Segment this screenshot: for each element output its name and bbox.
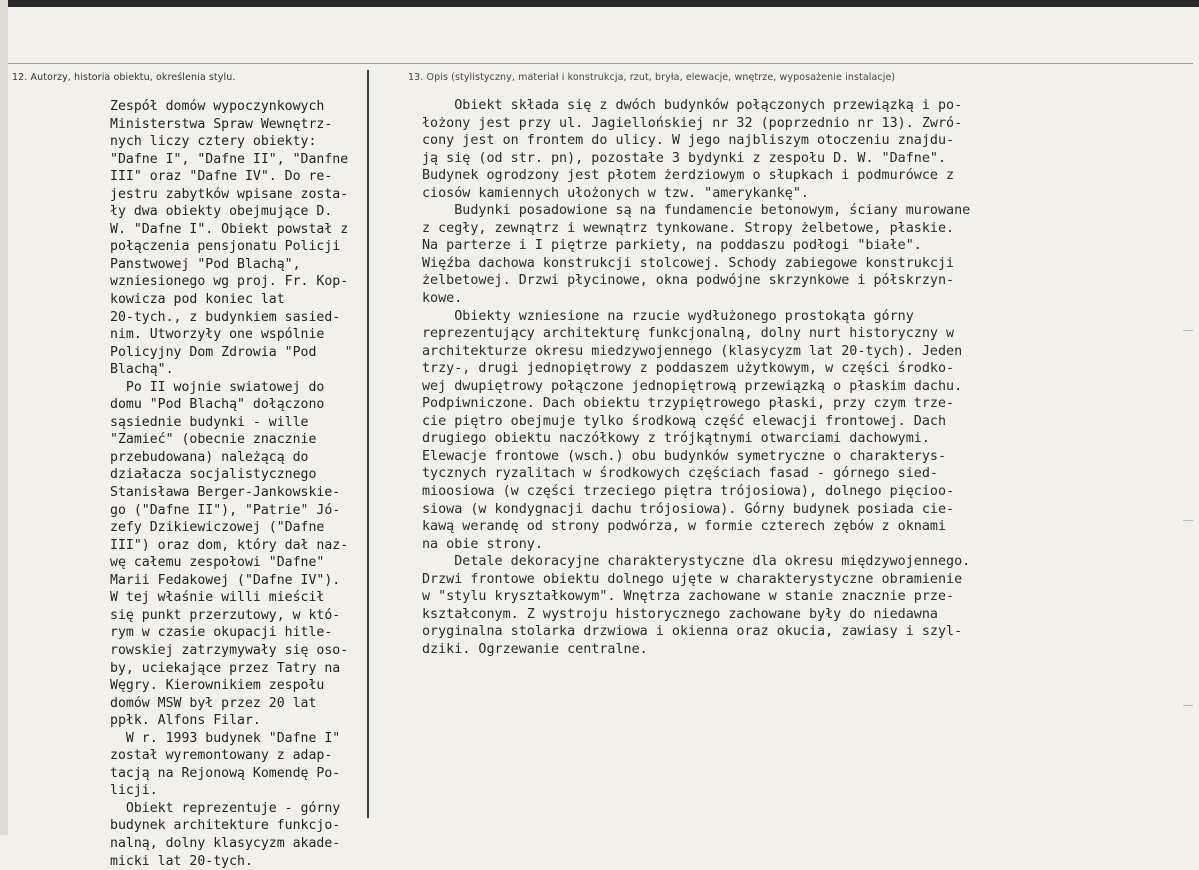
description-column [422, 97, 1102, 659]
description-paragraph-2: Budynki posadowione są na fundamencie betonowym, ściany murowane z cegły, zewnątrz i wewnątrz tynkowane. Stropy żelbetowe, płaskie. Na parterze i I piętrze parkiety, na poddaszu podłogi "białe". Więźba dachowa konstrukcji stolcowej. Schody zabiegowe konstrukcji żelbetowej. Drzwi płycinowe, okna podwójne skrzynkowe i półskrzyn- kowe. [422, 203, 971, 307]
margin-tick [1183, 330, 1193, 331]
column-divider [367, 70, 369, 818]
history-paragraph-2: Po II wojnie swiatowej do domu "Pod Blachą" dołączono sąsiednie budynki - wille "Zamieć" (obecnie znacznie przebudowana) należącą do działacza socjalistycznego Stanisława Berger-Jankowskie- go ("Dafne II"), "Patrie" Jó- zefy Dzikiewiczowej ("Dafne III") oraz dom, który dał naz- wę całemu zespołowi "Dafne" Marii Fedakowej ("Dafne IV"). W tej właśnie willi mieścił się punkt przerzutowy, w któ- rym w czasie okupacji hitle- rowskiej zatrzymywały się oso- by, uciekające przez Tatry na Węgry. Kierownikiem zespołu domów MSW był przez 20 lat ppłk. Alfons Filar. [110, 379, 349, 729]
margin-tick [1183, 705, 1193, 706]
history-paragraph-4: Obiekt reprezentuje - górny budynek architekture funkcjo- nalną, dolny klasycyzm akade- micki lat 20-tych. [110, 800, 341, 869]
description-paragraph-3: Obiekty wzniesione na rzucie wydłużonego prostokąta górny reprezentujący architekturę funkcjonalną, dolny nurt historyczny w architekturze okresu miedzywojennego (klasycyzm lat 20-tych). Jeden trzy-, drugi jednopiętrowy z poddaszem użytkowym, w części środko- wej dwupiętrowy połączone jednopiętrową przewiązką o płaskim dachu. Podpiwniczone. Dach obiektu trzypiętrowego płaski, przy czym trze- cie piętro obejmuje tylko środkową część elewacji frontowej. Dach drugiego obiektu naczółkowy z trójkątnymi otwarciami dachowymi. Elewacje frontowe (wsch.) obu budynków symetryczne o charakterys- tycznych ryzalitach w środkowych częściach fasad - górnego sied- mioosiowa (w części trzeciego piętra trójosiowa), dolnego pięcioo- siowa (w kondygnacji dachu trójosiowa). Górny budynek posiada cie- kawą werandę od strony podwórza, w formie czterech zębów z oknami na obie strony. [422, 308, 963, 552]
margin-tick [1183, 520, 1193, 521]
section-12-header: 12. Autorzy, historia obiektu, określenia stylu. [12, 72, 236, 83]
history-paragraph-1: Zespół domów wypoczynkowych Ministerstwa Spraw Wewnętrz- nych liczy cztery obiekty: "Dafne I", "Dafne II", "Danfne III" oraz "Dafne IV". Do re- jestru zabytków wpisane zosta- ły dwa obiekty obejmujące D. W. "Dafne I". Obiekt powstał z połączenia pensjonatu Policji Panstwowej "Pod Blachą", wzniesionego wg proj. Fr. Kop- kowicza pod koniec lat 20-tych., z budynkiem sasied- nim. Utworzyły one wspólnie Policyjny Dom Zdrowia "Pod Blachą". [110, 99, 349, 378]
scan-left-edge [0, 0, 8, 835]
section-13-header: 13. Opis (stylistyczny, materiał i konstrukcja, rzut, bryła, elewacje, wnętrze, wyposażenie instalacje) [408, 72, 896, 83]
history-paragraph-3: W r. 1993 budynek "Dafne I" został wyremontowany z adap- tacją na Rejonową Komendę Po- licji. [110, 730, 341, 799]
description-paragraph-4: Detale dekoracyjne charakterystyczne dla okresu międzywojennego. Drzwi frontowe obiektu dolnego ujęte w charakterystyczne obramienie w "stylu kryształkowym". Wnętrza zachowane w stanie znacznie prze- kształconym. Z wystroju historycznego zachowane były do niedawna oryginalna stolarka drzwiowa i okienna oraz okucia, zawiasy i szyl- dziki. Ogrzewanie centralne. [422, 554, 971, 657]
description-paragraph-1: Obiekt składa się z dwóch budynków połączonych przewiązką i po- łożony jest przy ul. Jagiellońskiej nr 32 (poprzednio nr 13). Zwró- cony jest on frontem do ulicy. W jego najbliszym otoczeniu znajdu- ją się (od str. pn), pozostałe 3 bydynki z zespołu D. W. "Dafne". Budynek ogrodzony jest płotem żerdziowym o słupkach i podmurówce z ciosów kamiennych ułożonych w tzw. "amerykankę". [422, 98, 963, 201]
history-column [110, 98, 365, 870]
header-rule [8, 63, 1193, 64]
scan-top-edge [0, 0, 1199, 7]
